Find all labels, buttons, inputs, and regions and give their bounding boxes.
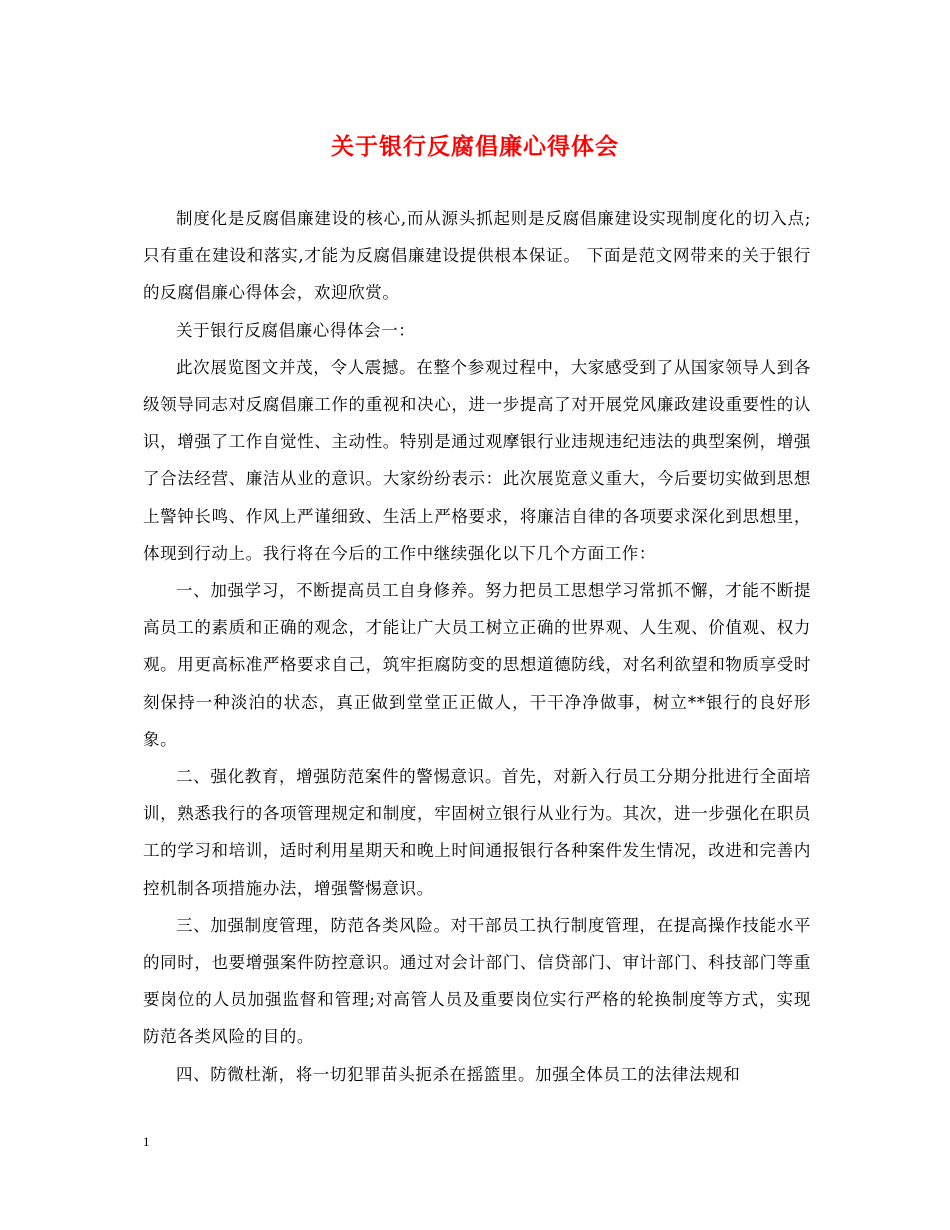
paragraph-point-four: 四、防微杜渐，将一切犯罪苗头扼杀在摇篮里。加强全体员工的法律法规和 [176, 1064, 741, 1084]
page-title: 关于银行反腐倡廉心得体会 [331, 133, 619, 160]
paragraph-point-one: 一、加强学习，不断提高员工自身修养。努力把员工思想学习常抓不懈，才能不断提高员工的素质和正确的观念，才能让广大员工树立正确的世界观、人生观、价值观、权力观。用更高标准严格要求自己，筑牢拒腐防变的思想道德防线，对名利欲望和物质享受时刻保持一种淡泊的状态，真正做到堂堂正正做人，干干净净做事，树立**银行的良好形象。 [143, 581, 811, 749]
paragraph-intro: 制度化是反腐倡廉建设的核心,而从源头抓起则是反腐倡廉建设实现制度化的切入点;只有重在建设和落实,才能为反腐倡廉建设提供根本保证。 下面是范文网带来的关于银行的反腐倡廉心得体会，欢迎欣赏。 [143, 209, 811, 303]
paragraph-exhibition: 此次展览图文并茂，令人震撼。在整个参观过程中，大家感受到了从国家领导人到各级领导同志对反腐倡廉工作的重视和决心，进一步提高了对开展党风廉政建设重要性的认识，增强了工作自觉性、主动性。特别是通过观摩银行业违规违纪违法的典型案例，增强了合法经营、廉洁从业的意识。大家纷纷表示：此次展览意义重大，今后要切实做到思想上警钟长鸣、作风上严谨细致、生活上严格要求，将廉洁自律的各项要求深化到思想里，体现到行动上。我行将在今后的工作中继续强化以下几个方面工作： [143, 357, 811, 563]
paragraph-point-three: 三、加强制度管理，防范各类风险。对干部员工执行制度管理，在提高操作技能水平的同时，也要增强案件防控意识。通过对会计部门、信贷部门、审计部门、科技部门等重要岗位的人员加强监督和管理;对高管人员及重要岗位实行严格的轮换制度等方式，实现防范各类风险的目的。 [143, 915, 811, 1047]
page-number: 1 [143, 1134, 150, 1149]
section-heading: 关于银行反腐倡廉心得体会一： [176, 320, 416, 340]
paragraph-point-two: 二、强化教育，增强防范案件的警惕意识。首先，对新入行员工分期分批进行全面培训，熟悉我行的各项管理规定和制度，牢固树立银行从业行为。其次，进一步强化在职员工的学习和培训，适时利用星期天和晚上时间通报银行各种案件发生情况，改进和完善内控机制各项措施办法，增强警惕意识。 [143, 767, 811, 898]
document-body [143, 200, 811, 1093]
